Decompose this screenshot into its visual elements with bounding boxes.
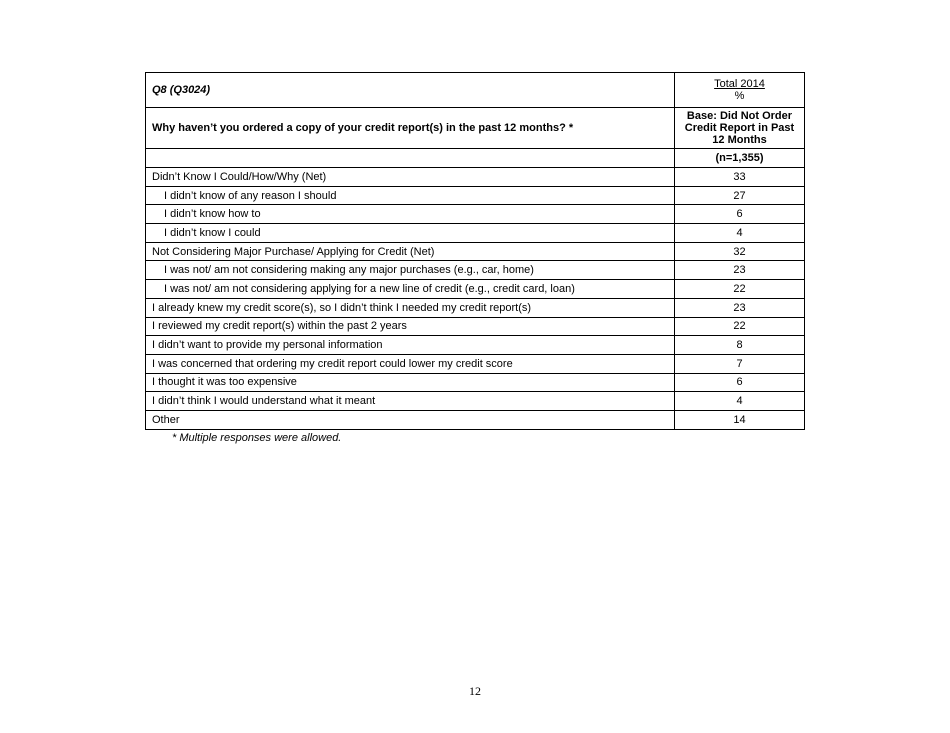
column-header-unit: % bbox=[734, 90, 745, 102]
row-label: I didn’t know I could bbox=[146, 224, 675, 243]
row-value: 6 bbox=[675, 205, 805, 224]
row-value: 4 bbox=[675, 224, 805, 243]
sample-size-spacer bbox=[146, 149, 675, 168]
table-row bbox=[146, 410, 805, 429]
row-value: 27 bbox=[675, 186, 805, 205]
question-text: Why haven’t you ordered a copy of your credit report(s) in the past 12 months? * bbox=[146, 108, 675, 149]
base-label: Base: Did Not Order Credit Report in Past 12 Months bbox=[675, 108, 805, 149]
row-label: Didn’t Know I Could/How/Why (Net) bbox=[146, 168, 675, 187]
row-label: I was not/ am not considering making any major purchases (e.g., car, home) bbox=[146, 261, 675, 280]
row-value: 4 bbox=[675, 392, 805, 411]
table-row bbox=[146, 373, 805, 392]
row-label: I was not/ am not considering applying for a new line of credit (e.g., credit card, loan) bbox=[146, 280, 675, 299]
row-label: I reviewed my credit report(s) within the past 2 years bbox=[146, 317, 675, 336]
row-value: 14 bbox=[675, 410, 805, 429]
question-text-row bbox=[146, 108, 805, 149]
table-row bbox=[146, 354, 805, 373]
row-value: 23 bbox=[675, 298, 805, 317]
row-label: I didn’t want to provide my personal information bbox=[146, 336, 675, 355]
survey-table bbox=[145, 72, 805, 430]
table-row bbox=[146, 336, 805, 355]
question-code-row bbox=[146, 73, 805, 108]
table-row bbox=[146, 261, 805, 280]
column-header-title: Total 2014 bbox=[714, 78, 765, 90]
row-value: 6 bbox=[675, 373, 805, 392]
table-row bbox=[146, 205, 805, 224]
column-header bbox=[675, 73, 805, 108]
row-label: I already knew my credit score(s), so I didn’t think I needed my credit report(s) bbox=[146, 298, 675, 317]
row-label: I didn’t know how to bbox=[146, 205, 675, 224]
row-value: 22 bbox=[675, 317, 805, 336]
page-number: 12 bbox=[469, 684, 481, 698]
table-row bbox=[146, 224, 805, 243]
table-row bbox=[146, 186, 805, 205]
question-code: Q8 (Q3024) bbox=[146, 73, 675, 108]
table-row bbox=[146, 298, 805, 317]
table-row bbox=[146, 168, 805, 187]
sample-size-row bbox=[146, 149, 805, 168]
table-row bbox=[146, 392, 805, 411]
row-value: 22 bbox=[675, 280, 805, 299]
footnote: * Multiple responses were allowed. bbox=[172, 432, 342, 444]
row-value: 23 bbox=[675, 261, 805, 280]
row-label: I didn’t think I would understand what it meant bbox=[146, 392, 675, 411]
row-label: I was concerned that ordering my credit report could lower my credit score bbox=[146, 354, 675, 373]
row-value: 32 bbox=[675, 242, 805, 261]
row-label: I thought it was too expensive bbox=[146, 373, 675, 392]
row-value: 8 bbox=[675, 336, 805, 355]
table-row bbox=[146, 317, 805, 336]
row-label: Other bbox=[146, 410, 675, 429]
row-value: 33 bbox=[675, 168, 805, 187]
row-label: I didn’t know of any reason I should bbox=[146, 186, 675, 205]
row-label: Not Considering Major Purchase/ Applying for Credit (Net) bbox=[146, 242, 675, 261]
row-value: 7 bbox=[675, 354, 805, 373]
sample-size: (n=1,355) bbox=[675, 149, 805, 168]
table-row bbox=[146, 280, 805, 299]
table-row bbox=[146, 242, 805, 261]
